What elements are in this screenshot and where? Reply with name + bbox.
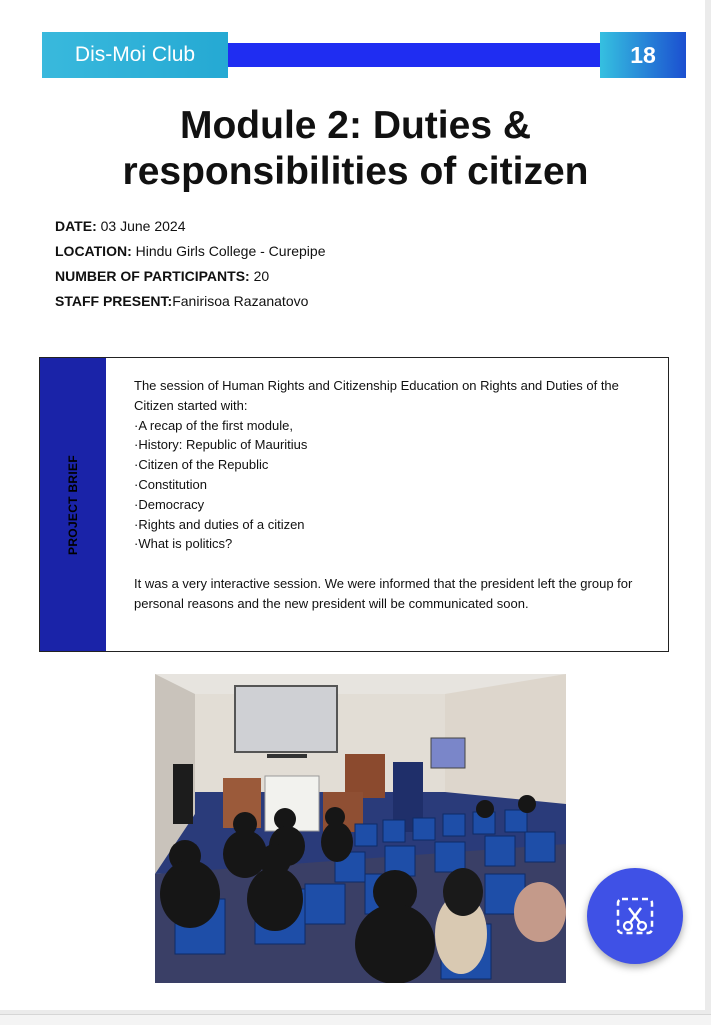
staff-label: STAFF PRESENT:: [55, 293, 173, 309]
list-item: ·Rights and duties of a citizen: [134, 516, 305, 532]
meta-participants: [55, 264, 655, 289]
brief-topic-list: [134, 416, 649, 555]
list-item: ·A recap of the first module,: [134, 417, 293, 433]
participants-label: NUMBER OF PARTICIPANTS:: [55, 268, 250, 284]
meta-date: [55, 214, 655, 239]
classroom-photo-illustration: [155, 674, 566, 983]
project-brief-box: [39, 357, 669, 652]
screenshot-scissors-icon: [615, 896, 655, 936]
list-item: ·Citizen of the Republic: [134, 457, 269, 473]
participants-value: 20: [253, 268, 270, 284]
staff-value: Fanirisoa Razanatovo: [172, 293, 309, 309]
header-divider: [228, 43, 600, 67]
header-bar: [42, 32, 686, 78]
meta-location: [55, 239, 655, 264]
date-value: 03 June 2024: [100, 218, 186, 234]
date-label: DATE:: [55, 218, 97, 234]
next-page-edge: [0, 1014, 711, 1025]
location-value: Hindu Girls College - Curepipe: [135, 243, 326, 259]
brief-closing: It was a very interactive session. We were informed that the president left the group for personal reasons and the new president will be communicated soon.: [134, 575, 633, 611]
list-item: ·Democracy: [134, 496, 205, 512]
page-title: Module 2: Duties & responsibilities of citizen: [122, 104, 589, 193]
club-name: Dis-Moi Club: [42, 32, 228, 78]
screenshot-fab-button[interactable]: [587, 868, 683, 964]
brief-intro: The session of Human Rights and Citizenship Education on Rights and Duties of the Citizen started with:: [134, 378, 619, 413]
meta-staff: [55, 289, 655, 314]
location-label: LOCATION:: [55, 243, 132, 259]
page-number: 18: [600, 32, 686, 78]
project-brief-text: [134, 376, 649, 614]
project-brief-label: PROJECT BRIEF: [66, 455, 80, 555]
list-item: ·History: Republic of Mauritius: [134, 437, 308, 453]
list-item: ·Constitution: [134, 476, 207, 492]
project-brief-sidebar: [40, 358, 106, 651]
classroom-photo: [155, 674, 566, 983]
meta-section: [55, 214, 655, 314]
list-item: ·What is politics?: [134, 536, 233, 552]
